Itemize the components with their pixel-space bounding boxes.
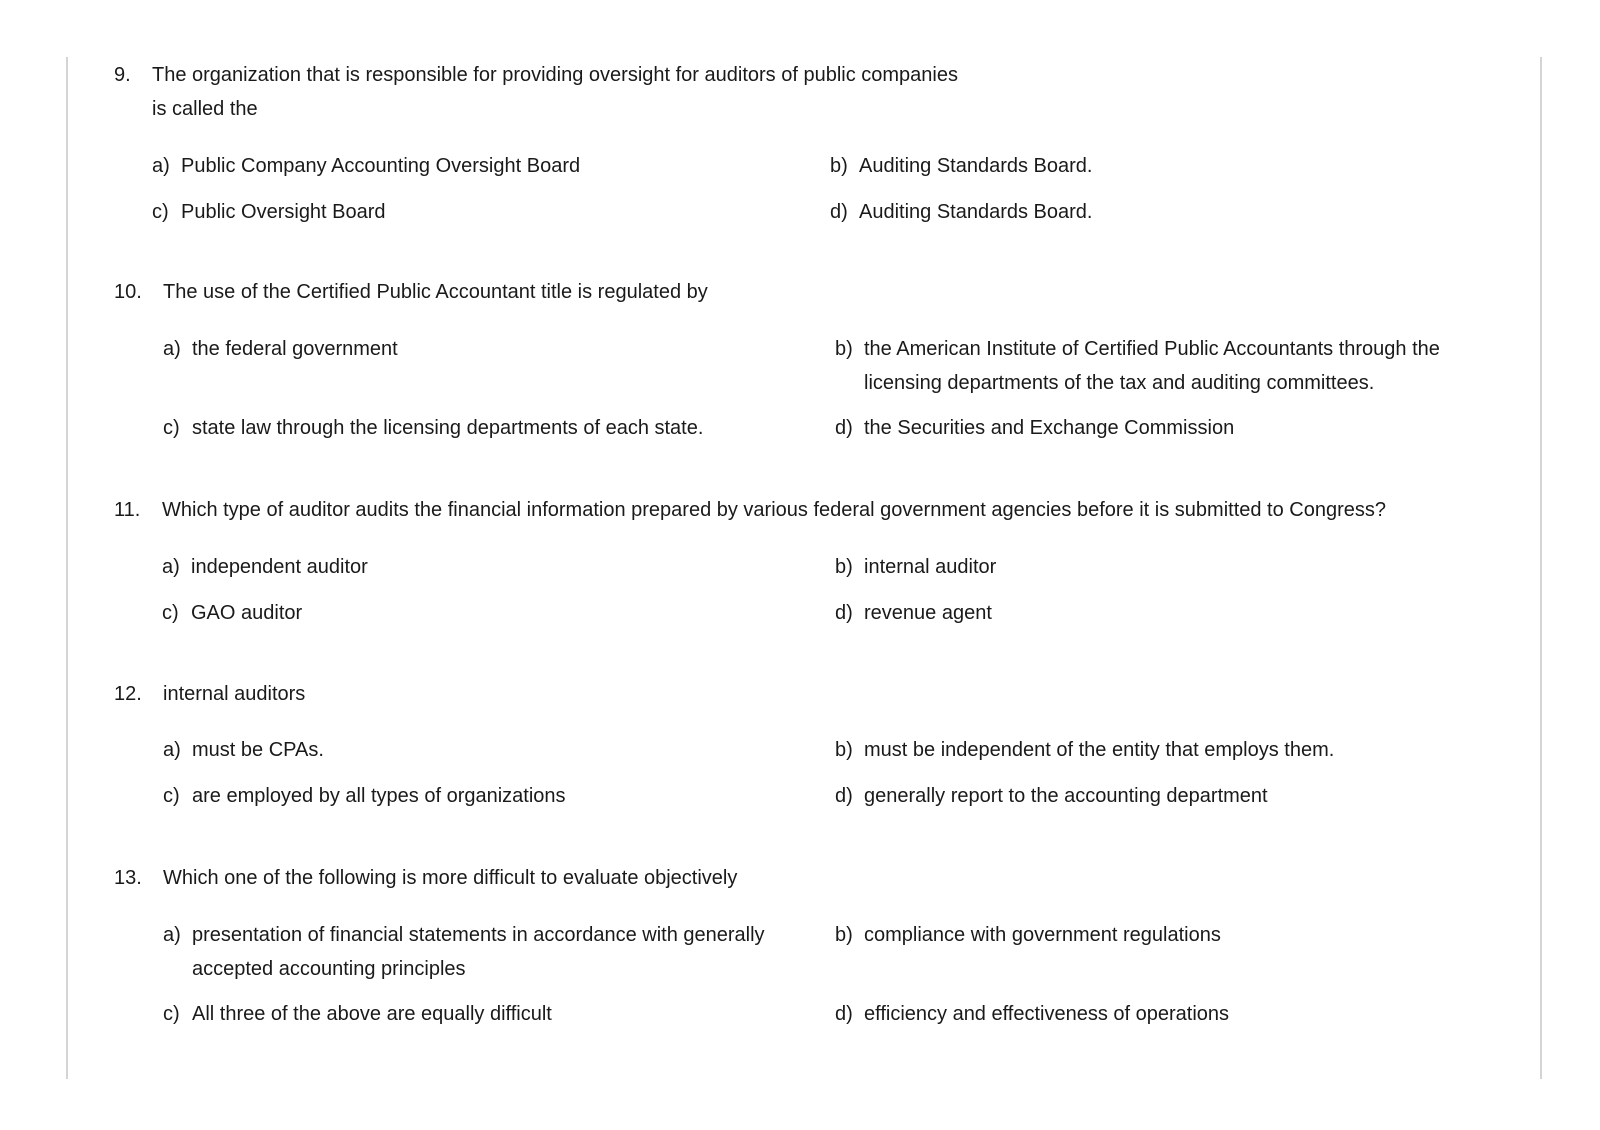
choice-text [864, 332, 1544, 400]
choice-text [192, 411, 812, 445]
question-text-line: is called the [152, 98, 258, 120]
question-text-line: Which one of the following is more difficult to evaluate objectively [163, 867, 738, 889]
choice-text [864, 779, 1514, 813]
left-margin-rule [66, 57, 68, 1079]
choice-text-line: presentation of financial statements in accordance with generally [192, 924, 765, 946]
choice-text [864, 411, 1514, 445]
choice-text-line: the federal government [192, 338, 398, 360]
choice-text [192, 918, 812, 986]
choice-text [859, 195, 1509, 229]
choice-letter: a) [152, 155, 170, 177]
choice-text-line: compliance with government regulations [864, 924, 1221, 946]
choice-text [181, 195, 781, 229]
choice-text [864, 596, 1514, 630]
choice-letter: c) [162, 602, 179, 624]
question-text [152, 58, 958, 126]
question-number: 9. [114, 64, 131, 86]
choice-text-line: Auditing Standards Board. [859, 155, 1093, 177]
choice-text-line: GAO auditor [191, 602, 303, 624]
question-text-line: The use of the Certified Public Accountant title is regulated by [163, 281, 708, 303]
choice-text-line: internal auditor [864, 556, 997, 578]
choice-letter: c) [163, 417, 180, 439]
choice-text-line: the Securities and Exchange Commission [864, 417, 1235, 439]
choice-text-line: accepted accounting principles [192, 958, 466, 980]
question-text-line: The organization that is responsible for providing oversight for auditors of public companies [152, 64, 958, 86]
choice-text-line: state law through the licensing departments of each state. [192, 417, 704, 439]
question-number: 10. [114, 281, 142, 303]
choice-text [864, 918, 1514, 952]
choice-text [864, 550, 1514, 584]
question-text [163, 677, 305, 711]
choice-text-line: licensing departments of the tax and auditing committees. [864, 372, 1375, 394]
choice-letter: a) [163, 338, 181, 360]
question-number: 13. [114, 867, 142, 889]
choice-text [191, 550, 791, 584]
choice-text-line: Public Oversight Board [181, 201, 386, 223]
choice-text [864, 997, 1514, 1031]
question-text [163, 275, 708, 309]
choice-letter: a) [162, 556, 180, 578]
right-margin-rule [1540, 57, 1542, 1079]
choice-text [192, 332, 792, 366]
choice-text-line: efficiency and effectiveness of operations [864, 1003, 1230, 1025]
choice-letter: b) [835, 338, 853, 360]
choice-letter: b) [835, 556, 853, 578]
choice-text [192, 733, 792, 767]
question-text [163, 861, 737, 895]
choice-text [192, 997, 792, 1031]
question-number: 11. [114, 499, 141, 521]
choice-letter: d) [835, 602, 853, 624]
choice-text [181, 149, 781, 183]
choice-text-line: generally report to the accounting department [864, 785, 1268, 807]
choice-text-line: Public Company Accounting Oversight Board [181, 155, 581, 177]
question-text [162, 493, 1386, 527]
choice-letter: d) [835, 785, 853, 807]
choice-text-line: All three of the above are equally difficult [192, 1003, 552, 1025]
choice-letter: a) [163, 924, 181, 946]
question-text-line: Which type of auditor audits the financial information prepared by various federal government agencies before it is submitted to Congress? [162, 499, 1387, 521]
choice-letter: c) [163, 1003, 180, 1025]
choice-letter: c) [163, 785, 180, 807]
choice-text-line: are employed by all types of organizations [192, 785, 566, 807]
choice-letter: d) [830, 201, 848, 223]
choice-letter: b) [835, 739, 853, 761]
question-number: 12. [114, 683, 142, 705]
choice-letter: c) [152, 201, 169, 223]
choice-text [192, 779, 792, 813]
choice-letter: d) [835, 1003, 853, 1025]
choice-letter: a) [163, 739, 181, 761]
choice-letter: d) [835, 417, 853, 439]
choice-letter: b) [835, 924, 853, 946]
choice-text-line: the American Institute of Certified Public Accountants through the [864, 338, 1440, 360]
choice-text [859, 149, 1509, 183]
choice-text [864, 733, 1514, 767]
choice-text-line: revenue agent [864, 602, 992, 624]
question-text-line: internal auditors [163, 683, 306, 705]
choice-text-line: independent auditor [191, 556, 368, 578]
choice-text-line: Auditing Standards Board. [859, 201, 1093, 223]
choice-letter: b) [830, 155, 848, 177]
choice-text [191, 596, 791, 630]
choice-text-line: must be CPAs. [192, 739, 324, 761]
choice-text-line: must be independent of the entity that employs them. [864, 739, 1335, 761]
